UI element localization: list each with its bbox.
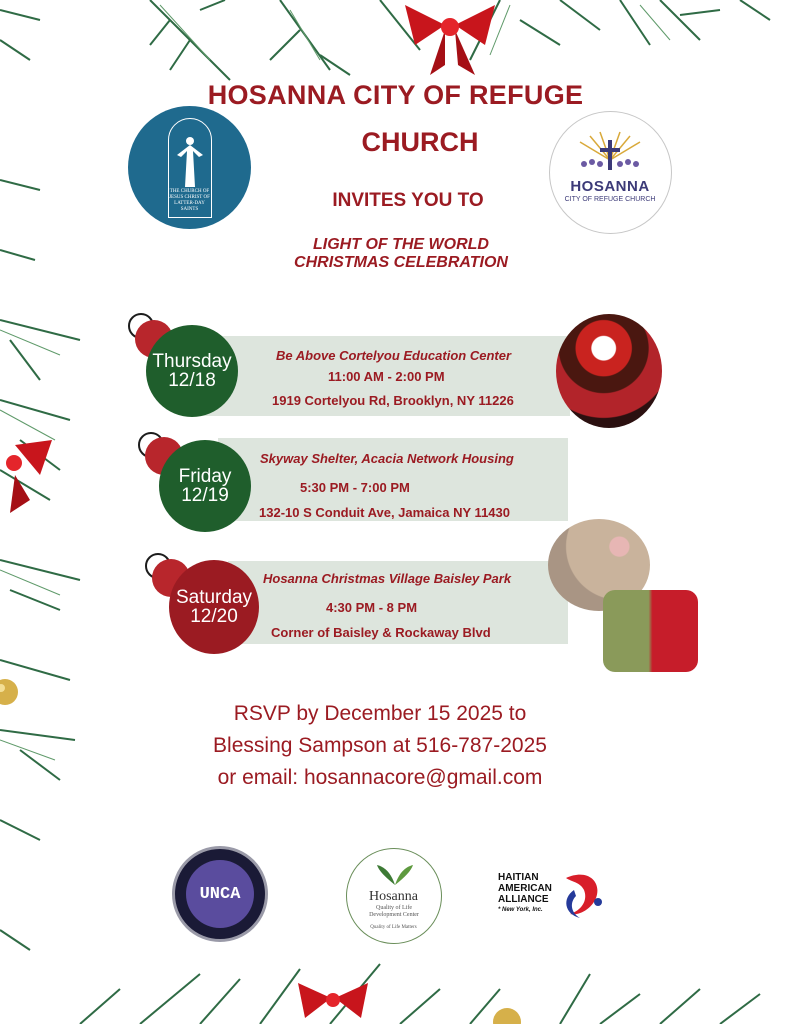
event-time: 5:30 PM - 7:00 PM bbox=[300, 480, 410, 495]
jesus-statue-icon bbox=[175, 135, 205, 189]
haa-line1: HAITIAN bbox=[498, 872, 539, 883]
haa-line4: * New York, Inc. bbox=[498, 907, 543, 913]
unca-logo bbox=[172, 846, 268, 942]
haa-text bbox=[498, 872, 552, 916]
hosanna-church-logo bbox=[549, 111, 672, 234]
pine-branch-top-decoration bbox=[0, 0, 791, 90]
event-date: 12/19 bbox=[181, 485, 229, 506]
date-circle-thursday bbox=[146, 325, 238, 417]
gold-ornament-bottom-icon bbox=[487, 1002, 527, 1024]
haa-line2: AMERICAN bbox=[498, 883, 552, 894]
event-day: Thursday bbox=[152, 351, 232, 372]
haitian-american-alliance-logo bbox=[498, 870, 604, 926]
event-name bbox=[0, 236, 791, 272]
hqld-tagline: Quality of Life Matters bbox=[370, 925, 417, 930]
event-date: 12/20 bbox=[190, 606, 238, 627]
hosanna-logo-name: HOSANNA bbox=[570, 178, 650, 195]
event-address: 1919 Cortelyou Rd, Brooklyn, NY 11226 bbox=[272, 393, 514, 408]
lds-arch bbox=[168, 118, 212, 218]
event-name-line2: CHRISTMAS CELEBRATION bbox=[294, 254, 508, 271]
lds-church-logo bbox=[128, 106, 251, 229]
lds-logo-text: THE CHURCH OF JESUS CHRIST OF LATTER-DAY SAINTS bbox=[169, 188, 210, 212]
palm-leaf-icon bbox=[375, 863, 415, 887]
event-date: 12/18 bbox=[168, 370, 216, 391]
page-title-line2: CHURCH bbox=[361, 127, 479, 157]
hqld-subtitle: Quality of Life Development Center bbox=[369, 905, 419, 918]
unca-letters: UNCA bbox=[186, 860, 254, 928]
event-time: 4:30 PM - 8 PM bbox=[326, 600, 418, 615]
hosanna-qld-logo bbox=[346, 848, 442, 944]
event-name-line1: LIGHT OF THE WORLD bbox=[313, 236, 489, 253]
event-day: Friday bbox=[178, 466, 232, 487]
rsvp-block bbox=[0, 698, 760, 794]
event-address: Corner of Baisley & Rockaway Blvd bbox=[271, 625, 491, 640]
rsvp-line3: or email: hosannacore@gmail.com bbox=[217, 766, 543, 789]
event-time: 11:00 AM - 2:00 PM bbox=[328, 369, 445, 384]
haa-line3: ALLIANCE bbox=[498, 894, 549, 905]
event-venue: Hosanna Christmas Village Baisley Park bbox=[263, 571, 512, 586]
event-day: Saturday bbox=[175, 587, 253, 608]
santa-kids-photo bbox=[556, 314, 662, 428]
red-bow-icon bbox=[400, 0, 500, 80]
hosanna-logo-subtitle: CITY OF REFUGE CHURCH bbox=[564, 196, 656, 203]
rsvp-line1: RSVP by December 15 2025 to bbox=[233, 702, 527, 725]
haa-swoosh-icon bbox=[558, 870, 604, 920]
event-venue: Skyway Shelter, Acacia Network Housing bbox=[260, 451, 514, 466]
event-address: 132-10 S Conduit Ave, Jamaica NY 11430 bbox=[259, 505, 510, 520]
date-circle-friday bbox=[159, 440, 251, 532]
red-bow-left-icon bbox=[0, 435, 55, 515]
cross-sunburst-icon bbox=[550, 112, 670, 178]
page-title: HOSANNA CITY OF REFUGE bbox=[207, 80, 584, 110]
pine-branch-bottom-decoration bbox=[0, 934, 791, 1024]
event-venue: Be Above Cortelyou Education Center bbox=[276, 348, 511, 363]
rsvp-line2: Blessing Sampson at 516-787-2025 bbox=[213, 734, 547, 757]
gift-blankets-photo bbox=[603, 590, 698, 672]
red-bow-bottom-icon bbox=[293, 978, 373, 1024]
hqld-name: Hosanna bbox=[369, 889, 418, 904]
date-circle-saturday bbox=[169, 560, 259, 654]
invites-heading: INVITES YOU TO bbox=[332, 190, 484, 211]
